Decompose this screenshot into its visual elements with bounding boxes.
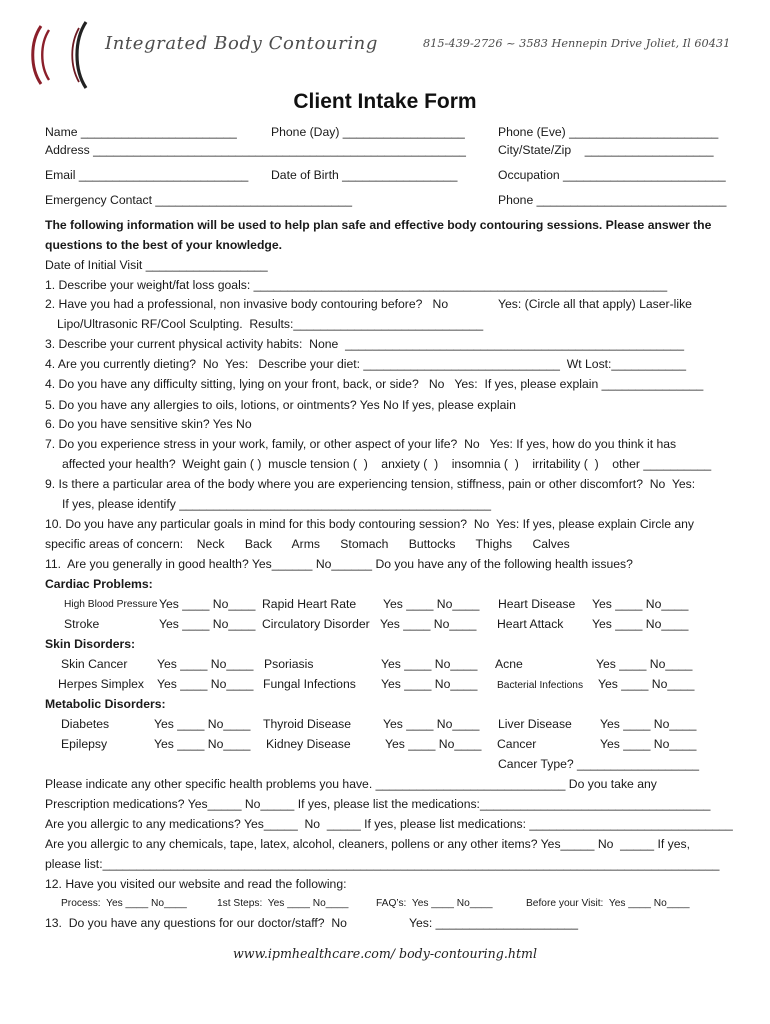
form-line: Bacterial Infections [497,680,584,691]
form-line: Rapid Heart Rate [262,597,357,611]
section-heading: Skin Disorders: [45,637,136,651]
section-heading: questions to the best of your knowledge. [45,238,282,252]
form-line: Please indicate any other specific health problems you have. ____________________________ Do you take any [45,777,657,791]
form-line: Diabetes [61,717,110,731]
form-line: Yes: (Circle all that apply) Laser-like [498,297,692,311]
form-line: 12. Have you visited our website and read the following: [45,877,347,891]
page-title: Client Intake Form [293,90,477,113]
form-line: Yes ____ No____ [154,717,251,731]
form-line: Thyroid Disease [263,717,352,731]
form-line: 2. Have you had a professional, non invasive body contouring before? No [45,297,449,311]
form-line: Date of Birth _________________ [271,168,458,182]
form-line: Phone (Day) __________________ [271,125,465,139]
section-heading: Cardiac Problems: [45,577,153,591]
form-line: 6. Do you have sensitive skin? Yes No [45,417,252,431]
form-line: Skin Cancer [61,657,128,671]
form-line: FAQ’s: Yes ____ No____ [376,898,493,909]
form-line: High Blood Pressure [64,599,158,610]
form-line: Yes ____ No____ [154,737,251,751]
form-line: affected your health? Weight gain ( ) muscle tension ( ) anxiety ( ) insomnia ( ) irritability ( ) other __________ [62,457,712,471]
form-line: Yes ____ No____ [600,737,697,751]
form-line: If yes, please identify ______________________________________________ [62,497,491,511]
form-line: Liver Disease [498,717,572,731]
triple-arc-logo-icon [28,20,88,90]
form-line: Email _________________________ [45,168,249,182]
form-line: Yes ____ No____ [159,597,256,611]
form-line: Kidney Disease [266,737,351,751]
form-line: Yes ____ No____ [596,657,693,671]
brand-name: Integrated Body Contouring [105,33,378,54]
form-line: 1. Describe your weight/fat loss goals: _____________________________________________________________ [45,278,668,292]
form-line: Yes ____ No____ [381,677,478,691]
form-line: Yes: _____________________ [409,916,578,930]
form-line: Fungal Infections [263,677,356,691]
form-line: Before your Visit: Yes ____ No____ [526,898,690,909]
form-line: Yes ____ No____ [159,617,256,631]
form-line: Heart Attack [497,617,564,631]
form-line: Are you allergic to any chemicals, tape, latex, alcohol, cleaners, pollens or any other items? Yes_____ No _____ If yes, [45,837,690,851]
form-line: Occupation ________________________ [498,168,726,182]
form-line: 13. Do you have any questions for our doctor/staff? No [45,916,347,930]
form-line: Cancer Type? __________________ [498,757,700,771]
form-line: Yes ____ No____ [592,597,689,611]
form-line: Psoriasis [264,657,314,671]
form-line: 4. Are you currently dieting? No Yes: Describe your diet: _____________________________ Wt Lost:___________ [45,357,686,371]
form-line: Yes ____ No____ [157,677,254,691]
form-line: 3. Describe your current physical activity habits: None __________________________________________________ [45,337,684,351]
form-line: 5. Do you have any allergies to oils, lotions, or ointments? Yes No If yes, please explain [45,398,516,412]
form-line: Cancer [497,737,537,751]
form-line: Name _______________________ [45,125,237,139]
form-line: Date of Initial Visit __________________ [45,258,268,272]
form-line: Yes ____ No____ [380,617,477,631]
form-line: 4. Do you have any difficulty sitting, lying on your front, back, or side? No Yes: If yes, please explain _______________ [45,377,704,391]
form-line: Phone (Eve) ______________________ [498,125,719,139]
form-line: Lipo/Ultrasonic RF/Cool Sculpting. Results:____________________________ [57,317,484,331]
form-line: Yes ____ No____ [383,717,480,731]
section-heading: Metabolic Disorders: [45,697,166,711]
form-line: Yes ____ No____ [157,657,254,671]
form-line: Yes ____ No____ [600,717,697,731]
form-line: Yes ____ No____ [385,737,482,751]
form-line: Circulatory Disorder [262,617,370,631]
form-line: Heart Disease [498,597,576,611]
form-line: Prescription medications? Yes_____ No_____ If yes, please list the medications:__________________________________ [45,797,711,811]
form-line: Yes ____ No____ [598,677,695,691]
section-heading: The following information will be used to help plan safe and effective body contouring sessions. Please answer the [45,218,712,232]
website-link[interactable]: www.ipmhealthcare.com/ body-contouring.html [233,946,537,961]
form-line: specific areas of concern: Neck Back Arms Stomach Buttocks Thighs Calves [45,537,570,551]
form-line: Yes ____ No____ [383,597,480,611]
form-line: Process: Yes ____ No____ [61,898,187,909]
contact-info: 815-439-2726 ~ 3583 Hennepin Drive Joliet, Il 60431 [423,37,731,50]
form-line: 9. Is there a particular area of the body where you are experiencing tension, stiffness, pain or other discomfort? No Yes: [45,477,696,491]
form-line: Acne [495,657,523,671]
form-line: Herpes Simplex [58,677,145,691]
form-line: 7. Do you experience stress in your work, family, or other aspect of your life? No Yes: If yes, how do you think it has [45,437,677,451]
form-line: 11. Are you generally in good health? Yes______ No______ Do you have any of the following health issues? [45,557,633,571]
form-line: Address _______________________________________________________ [45,143,466,157]
form-line: 10. Do you have any particular goals in mind for this body contouring session? No Yes: If yes, please explain Circle any [45,517,695,531]
form-line: City/State/Zip ___________________ [498,143,714,157]
form-line: Epilepsy [61,737,108,751]
form-line: Stroke [64,617,100,631]
form-line: Are you allergic to any medications? Yes_____ No _____ If yes, please list medications: ______________________________ [45,817,733,831]
form-line: Yes ____ No____ [592,617,689,631]
form-line: Phone ____________________________ [498,193,727,207]
form-line: Emergency Contact _____________________________ [45,193,352,207]
form-line: please list:___________________________________________________________________________________________ [45,857,720,871]
form-line: Yes ____ No____ [381,657,478,671]
form-line: 1st Steps: Yes ____ No____ [217,898,349,909]
